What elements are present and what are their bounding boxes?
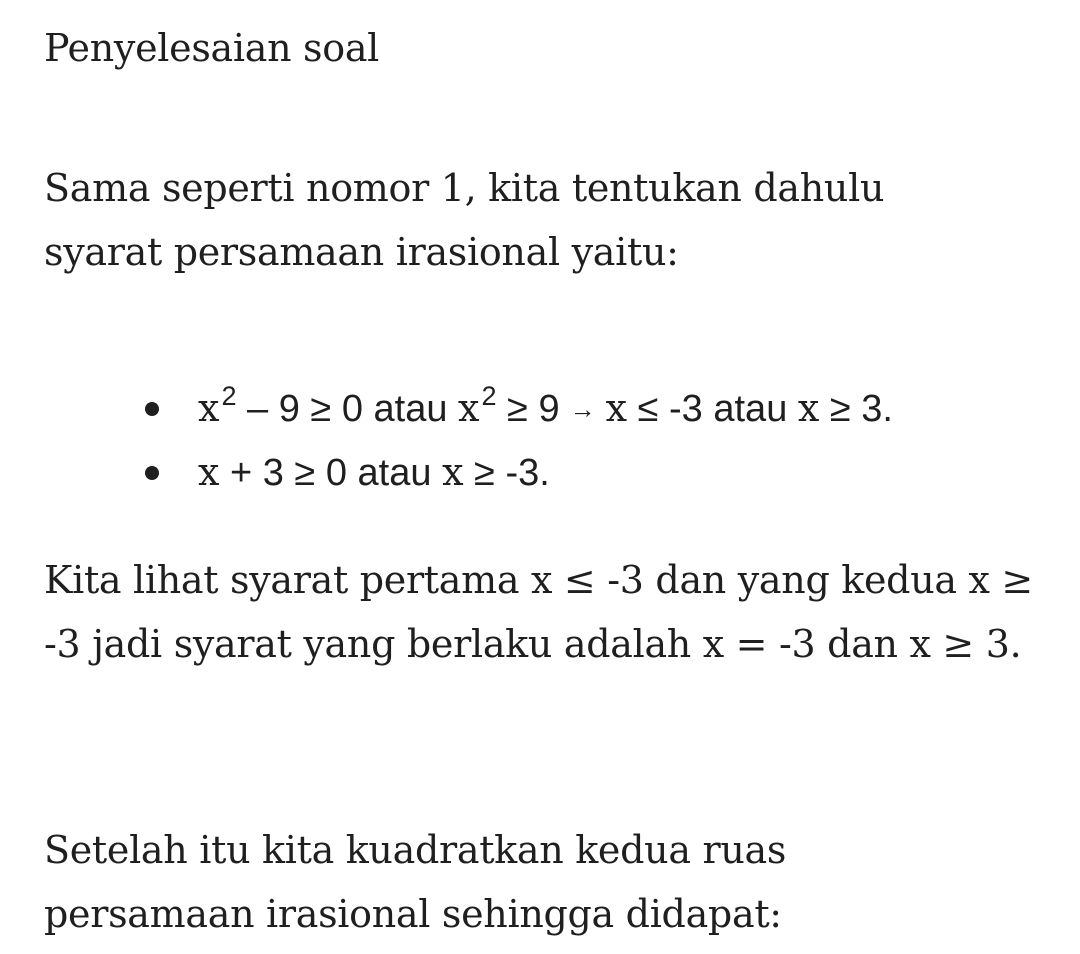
formula-text: ≤ -3 atau: [627, 388, 798, 430]
section-heading: Penyelesaian soal: [44, 26, 380, 70]
condition-item-2: [44, 440, 1044, 504]
exponent: 2: [481, 381, 497, 411]
bullet-icon: [145, 466, 159, 480]
variable-x: x: [442, 450, 464, 494]
condition-formula-1: [198, 376, 893, 444]
formula-text: ≥ -3.: [463, 452, 550, 494]
condition-formula-2: [198, 440, 550, 505]
formula-text: + 3 ≥ 0 atau: [219, 452, 443, 494]
formula-text: – 9 ≥ 0 atau: [236, 388, 459, 430]
variable-x: x: [458, 386, 480, 430]
exponent: 2: [221, 381, 237, 411]
condition-list: [44, 376, 1044, 504]
variable-x: x: [198, 386, 220, 430]
formula-text: ≥ 9: [496, 388, 560, 430]
formula-text: ≥ 3.: [819, 388, 893, 430]
variable-x: x: [797, 386, 820, 430]
condition-item-1: [44, 376, 1044, 440]
bullet-icon: [145, 402, 159, 416]
next-step-paragraph: Setelah itu kita kuadratkan kedua ruas persamaan irasional sehingga didapat:: [44, 828, 787, 936]
intro-paragraph: Sama seperti nomor 1, kita tentukan dahulu syarat persamaan irasional yaitu:: [44, 166, 885, 274]
analysis-paragraph: Kita lihat syarat pertama x ≤ -3 dan yang kedua x ≥ -3 jadi syarat yang berlaku adalah x = -3 dan x ≥ 3.: [44, 558, 1033, 666]
variable-x: x: [605, 386, 628, 430]
variable-x: x: [198, 450, 220, 494]
right-arrow-icon: →: [569, 394, 596, 424]
